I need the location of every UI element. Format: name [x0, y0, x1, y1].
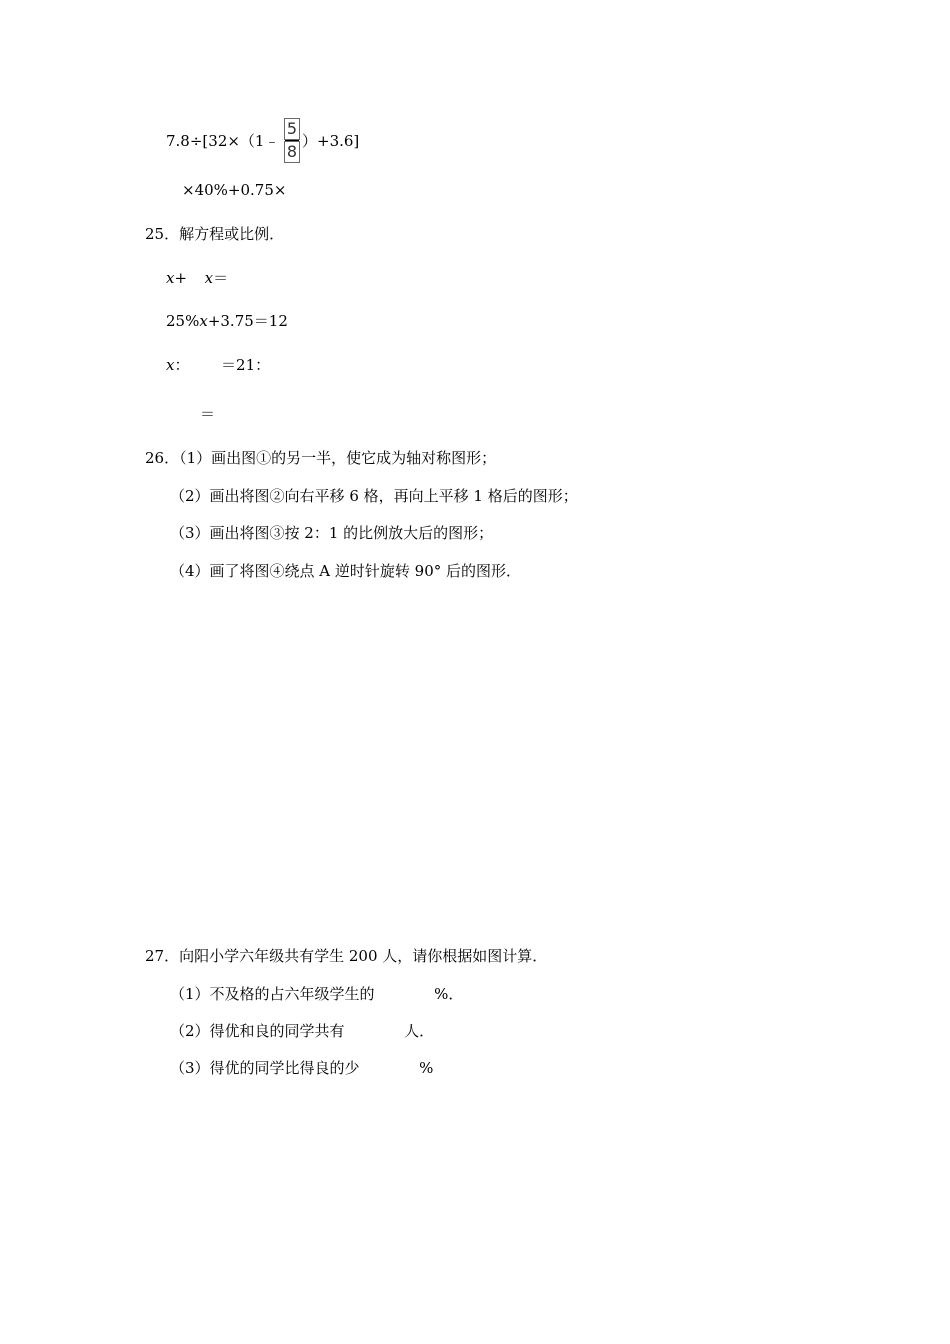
q25-eq3-colon: ：: [174, 356, 190, 374]
q27-item2-text: （2）得优和良的同学共有: [170, 1022, 345, 1040]
q24-expression-b: [182, 180, 286, 200]
q24-expr-a-part2: ）+3.6]: [302, 132, 360, 150]
q25-eq1-x1: x: [166, 269, 175, 287]
q25-eq1-plus: +: [174, 269, 188, 287]
q25-eq3-x: x: [166, 356, 175, 374]
q26-item-2: （2）画出将图②向右平移 6 格，再向上平移 1 格后的图形；: [170, 487, 578, 505]
q24-expr-b: ×40%+0.75×: [182, 181, 287, 199]
q27-item1-text: （1）不及格的占六年级学生的: [170, 985, 375, 1003]
q24-expr-a-part1: 7.8÷[32×（1﹣: [166, 132, 280, 150]
q25-eq3-rest: ＝21：: [221, 356, 271, 374]
q27-item3-text: （3）得优的同学比得良的少: [170, 1059, 360, 1077]
q26-item-3: （3）画出将图③按 2：1 的比例放大后的图形；: [170, 524, 494, 542]
q27-item-1: [170, 984, 463, 1004]
q24-expression-a: [166, 131, 279, 151]
q27-title: 27．向阳小学六年级共有学生 200 人，请你根据如图计算．: [145, 947, 548, 965]
q25-equation-1: [166, 268, 228, 288]
q24-fraction: [284, 118, 300, 162]
q24-fraction-denominator: 8: [284, 141, 300, 163]
q27-item2-end: 人．: [404, 1022, 435, 1040]
q26-title: 26．（1）画出图①的另一半，使它成为轴对称图形；: [145, 449, 497, 467]
q25-title: 25．解方程或比例．: [145, 225, 285, 243]
q25-equation-4: ＝: [200, 405, 216, 423]
q25-eq1-x2: x: [204, 269, 214, 287]
q27-item-3: [170, 1058, 433, 1078]
q27-item1-end: %．: [434, 985, 464, 1003]
q24-expression-a-end: [302, 131, 359, 151]
q27-item-2: [170, 1021, 434, 1041]
q25-eq2-pre: 25%: [166, 312, 200, 330]
q27-item3-end: %: [419, 1059, 434, 1077]
q25-eq1-equals: ＝: [213, 269, 229, 287]
q26-item-4: （4）画了将图④绕点 A 逆时针旋转 90° 后的图形．: [170, 562, 522, 580]
q25-eq2-x: x: [199, 312, 208, 330]
q25-eq2-post: +3.75＝12: [207, 312, 288, 330]
q24-fraction-numerator: 5: [284, 118, 300, 140]
q25-equation-2: [166, 311, 288, 331]
q25-equation-3: [166, 355, 270, 375]
